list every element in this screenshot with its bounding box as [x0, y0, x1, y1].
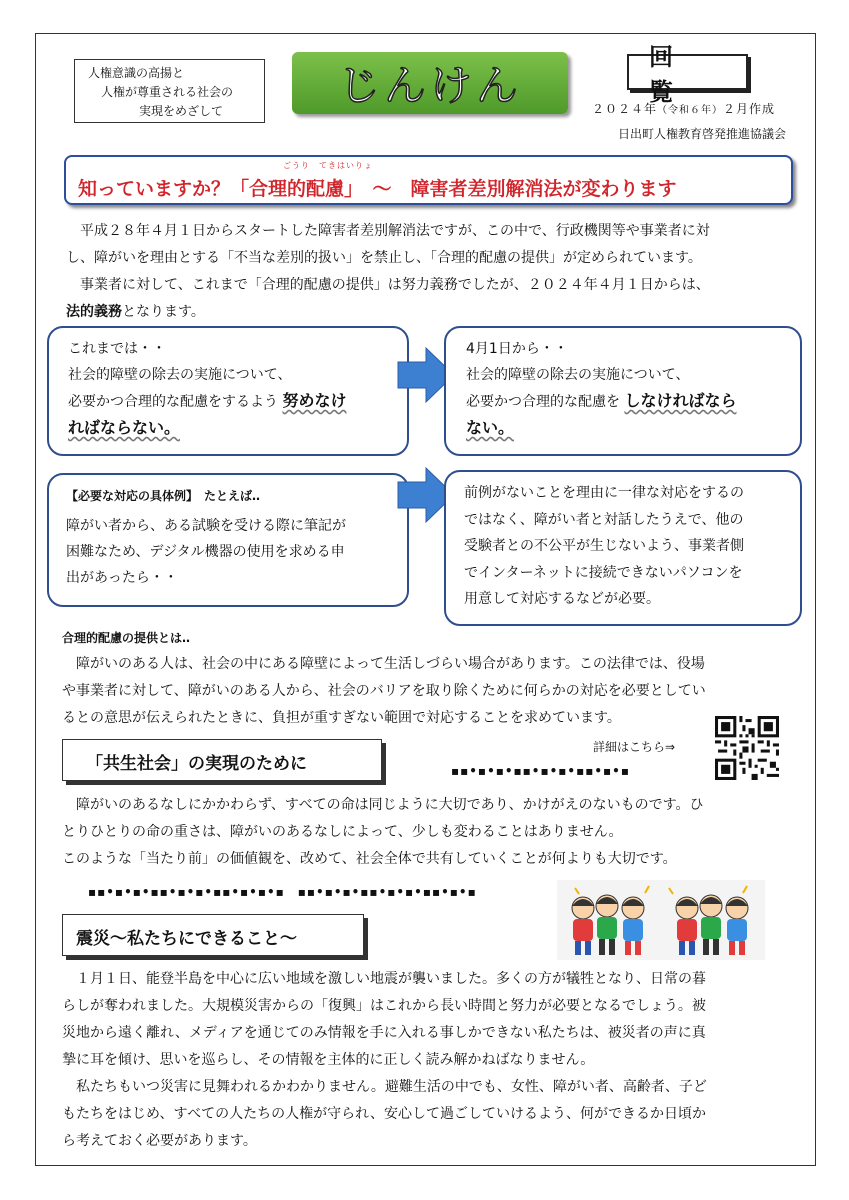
motto-line: 実現をめざして	[139, 104, 224, 118]
motto-line: 人権が尊重される社会の	[101, 85, 234, 99]
box-after-head: 4月1日から・・	[466, 341, 568, 357]
children-running-illustration-icon	[557, 880, 765, 960]
decorative-dots-icon: ▪▪•▪•▪•▪▪•▪•▪•▪▪•▪•▪•▪ ▪▪•▪•▪•▪▪•▪•▪•▪▪•▪•▪	[88, 885, 477, 899]
emphasis-text: ない。	[466, 418, 515, 437]
box-after-text: 4月1日から・・ 社会的障壁の除去の実施について、 必要かつ合理的な配慮を しなければなら ない。	[466, 336, 736, 442]
intro-line: 事業者に対して、これまで「合理的配慮の提供」は努力義務でしたが、２０２４年４月１日からは、	[66, 277, 710, 293]
motto-line: 人権意識の高揚と	[88, 66, 185, 80]
box-before-text: これまでは・・ 社会的障壁の除去の実施について、 必要かつ合理的な配慮をするよう 努めなけ ればならない。	[68, 336, 346, 442]
emphasis-text: 努めなけ	[282, 391, 347, 410]
intro-line: 法的義務となります。	[66, 304, 205, 320]
emphasis-text: ればならない。	[68, 418, 181, 437]
box-before-head: これまでは・・	[68, 341, 166, 357]
provision-heading: 合理的配慮の提供とは‥	[62, 631, 191, 645]
motto-box	[74, 59, 265, 123]
provision-paragraph: 障がいのある人は、社会の中にある障壁によって生活しづらい場合があります。この法律では、役場 や事業者に対して、障がいのある人から、社会のバリアを取り除くために何らかの対応を必要としてい るとの意思が伝えられたときに、負担が重すぎない範囲で対応することを求めています。	[62, 656, 706, 726]
banner-text: 知っていますか？「合理的配慮」 ～ 障害者差別解消法が変わります	[78, 178, 677, 200]
emphasis-text: しなければなら	[624, 391, 737, 410]
circulation-stamp: 回覧	[627, 54, 748, 90]
qr-code-icon[interactable]	[715, 716, 779, 780]
decorative-dots-icon: ▪▪•▪•▪•▪▪•▪•▪•▪▪•▪•▪	[451, 764, 630, 778]
date-era: （令和６年）	[657, 105, 724, 116]
box-example-text: 【必要な対応の具体例】 たとえば‥ 障がい者から、ある試験を受ける際に筆記が 困難なため、デジタル機器の使用を求める申 出があったら・・	[66, 483, 346, 591]
intro-line: 平成２８年４月１日からスタートした障害者差別解消法ですが、この中で、行政機関等や事業者に対	[66, 223, 710, 239]
banner-ruby: ごうり てきはいりょ	[283, 161, 373, 170]
shinsai-heading: 震災～私たちにできること～	[76, 929, 297, 949]
kyosei-heading: 「共生社会」の実現のために	[86, 754, 307, 774]
issue-date	[592, 100, 775, 117]
date-year: ２０２４年	[592, 102, 658, 116]
date-tail: ２月作成	[723, 102, 776, 116]
details-link[interactable]: 詳細はこちら⇒	[593, 740, 676, 754]
title-text: じんけん	[337, 61, 522, 110]
box-example-head: 【必要な対応の具体例】 たとえば‥	[66, 489, 261, 503]
shinsai-paragraph: １月１日、能登半島を中心に広い地域を激しい地震が襲いました。多くの方が犠牲となり、日常の暮 らしが奪われました。大規模災害からの「復興」はこれから長い時間と努力が必要となるでしょう。被 災地から遠く離れ、メディアを通じてのみ情報を手に入れる事しかできない私たちは、被災者の声に真 摯に耳を傾け、思いを巡らし、その情報を主体的に正しく読み解かねばなりません。 私たちもいつ災害に見舞われるかわかりません。避難生活の中でも、女性、障がい者、高齢者、子ど もたちをはじめ、すべての人たちの人権が守られ、安心して過ごしていけるよう、何ができるか日頃か ら考えておく必要があります。	[62, 971, 707, 1149]
legal-duty-bold: 法的義務	[66, 304, 122, 320]
newsletter-title	[292, 52, 568, 114]
kyosei-paragraph: 障がいのあるなしにかかわらず、すべての命は同じように大切であり、かけがえのないものです。ひ とりひとりの命の重さは、障がいのあるなしによって、少しも変わることはありません。 このような「当たり前」の価値観を、改めて、社会全体で共有していくことが何よりも大切です。	[62, 797, 704, 867]
box-response-text: 前例がないことを理由に一律な対応をするの ではなく、障がい者と対話したうえで、他の 受験者との不公平が生じないよう、事業者側 でインターネットに接続できないパソコンを 用意して対応するなどが必要。	[464, 485, 744, 607]
organization-name: 日出町人権教育啓発推進協議会	[618, 127, 787, 141]
intro-paragraph	[66, 218, 710, 326]
intro-line: し、障がいを理由とする「不当な差別的扱い」を禁止し、「合理的配慮の提供」が定められています。	[66, 250, 702, 266]
